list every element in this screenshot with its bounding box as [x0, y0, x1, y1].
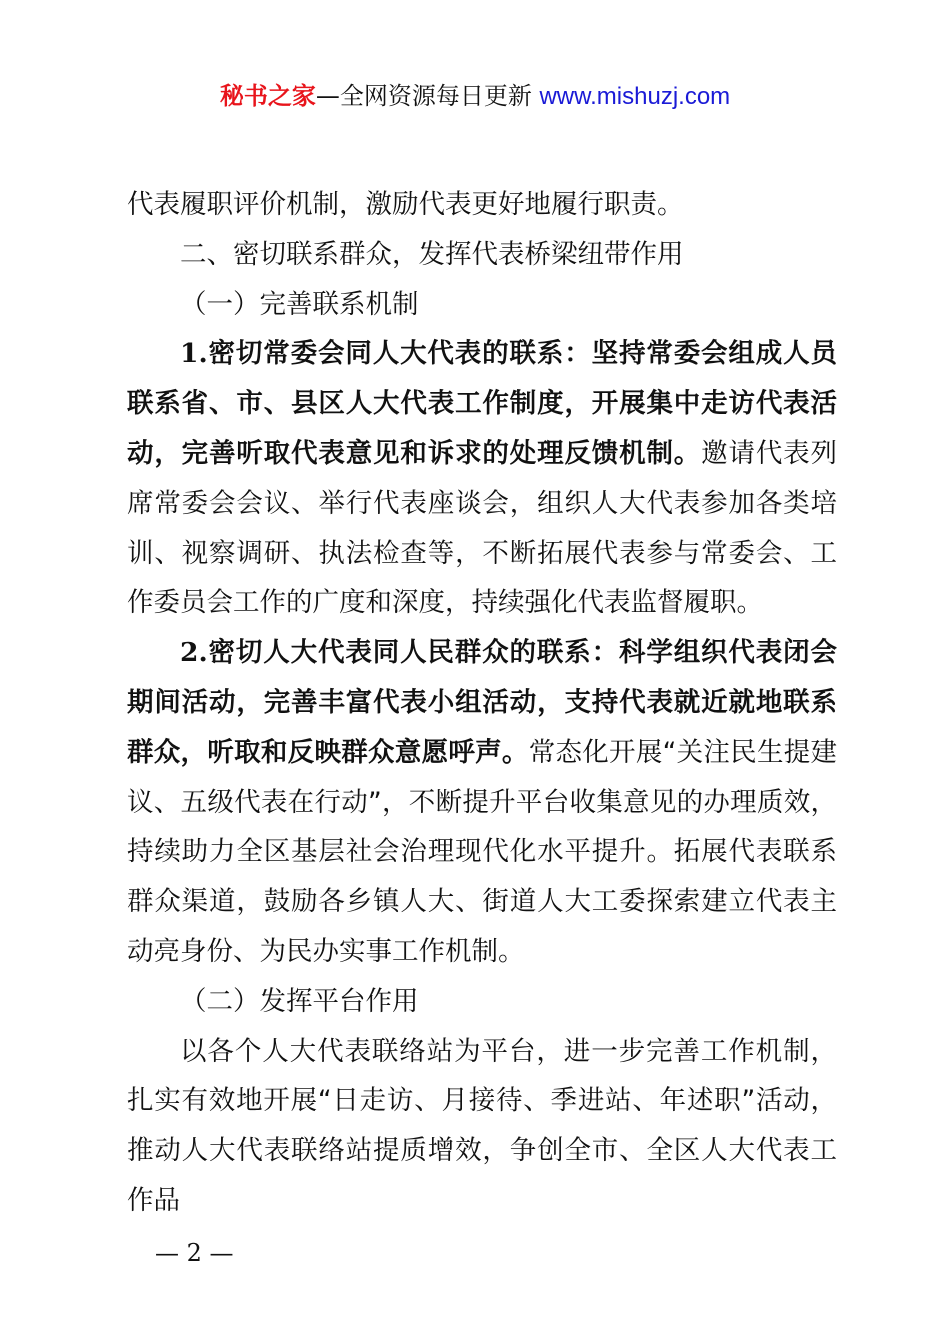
item-body: 常态化开展“关注民生提建议、五级代表在行动”，不断提升平台收集意见的办理质效，持续助力全区基层社会治理现代化水平提升。拓展代表联系群众渠道，鼓励各乡镇人大、街道人大工委探索建立代表主动亮身份、为民办实事工作机制。: [127, 736, 838, 967]
site-tagline: —全网资源每日更新: [315, 82, 532, 110]
paragraph-continuation: 代表履职评价机制，激励代表更好地履行职责。: [127, 189, 684, 220]
item-number: 1.: [180, 338, 208, 370]
item-number: 2.: [180, 637, 208, 669]
item-body: 邀请代表列席常委会会议、举行代表座谈会，组织人大代表参加各类培训、视察调研、执法检查等，不断拓展代表参与常委会、工作委员会工作的广度和深度，持续强化代表监督履职。: [127, 437, 838, 619]
list-item-1: [127, 329, 837, 628]
list-item-2: [127, 628, 837, 977]
item-lead-bold: 密切人大代表同人民群众的联系：科学组织代表闭会期间活动，完善丰富代表小组活动，支持代表就近就地联系群众，听取和反映群众意愿呼声。: [127, 637, 837, 768]
page-number: — 2 —: [155, 1239, 234, 1267]
section-heading: 二、密切联系群众，发挥代表桥梁纽带作用: [180, 238, 684, 270]
subsection-heading-2: （二）发挥平台作用: [180, 985, 419, 1017]
document-body: [127, 180, 837, 1226]
site-brand: 秘书之家: [219, 82, 316, 110]
site-url-link[interactable]: www.mishuzj.com: [539, 83, 731, 110]
item-lead-bold: 密切常委会同人大代表的联系：坚持常委会组成人员联系省、市、县区人大代表工作制度，开展集中走访代表活动，完善听取代表意见和诉求的处理反馈机制。: [127, 338, 837, 469]
page-header: [0, 78, 950, 115]
paragraph-last: 以各个人大代表联络站为平台，进一步完善工作机制，扎实有效地开展“日走访、月接待、季进站、年述职”活动，推动人大代表联络站提质增效，争创全市、全区人大代表工作品: [127, 1035, 837, 1216]
subsection-heading-1: （一）完善联系机制: [180, 288, 419, 320]
